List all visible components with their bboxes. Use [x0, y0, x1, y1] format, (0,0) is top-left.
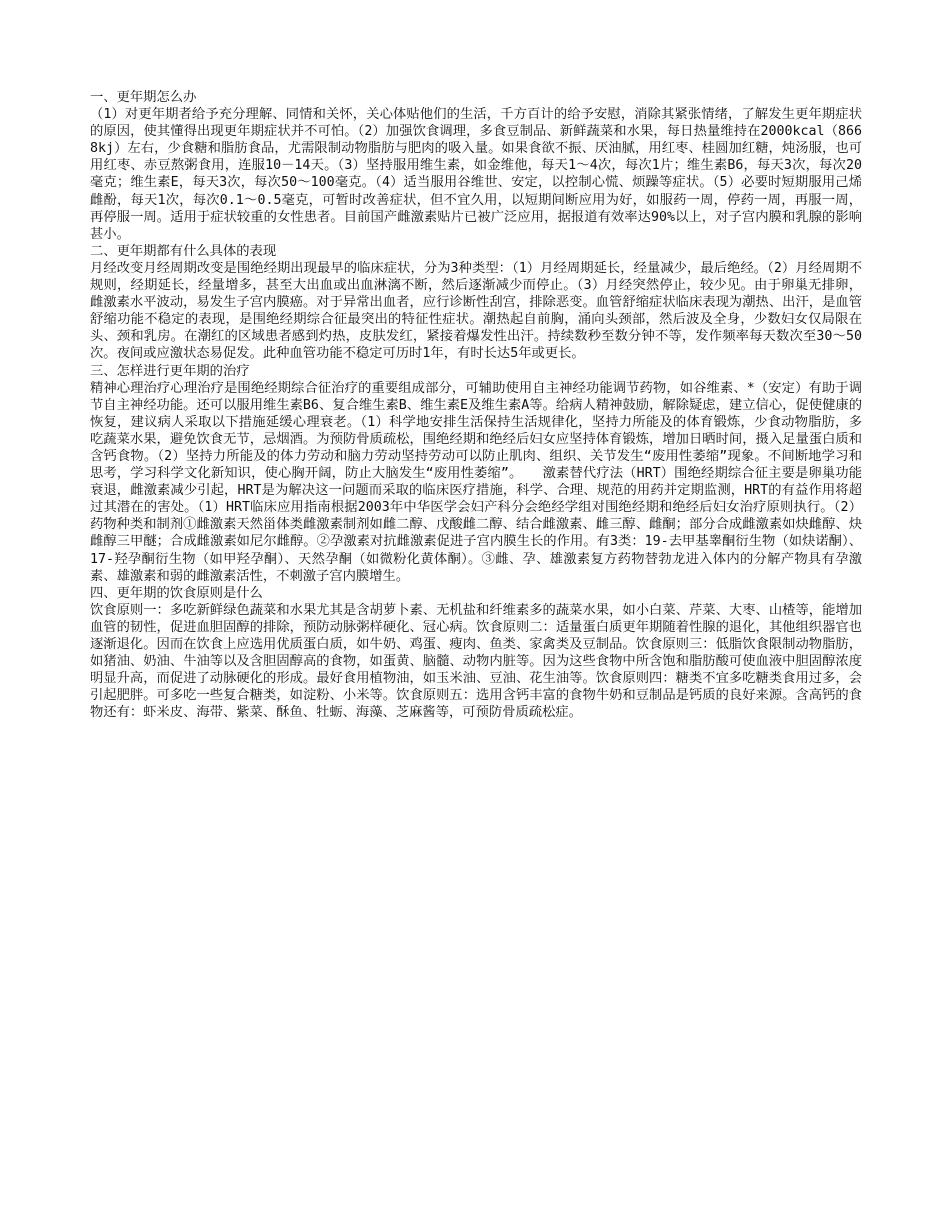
section-paragraph: 饮食原则一：多吃新鲜绿色蔬菜和水果尤其是含胡萝卜素、无机盐和纤维素多的蔬菜水果，如小白菜、芹菜、大枣、山楂等，能增加血管的韧性，促进血胆固醇的排除，预防动脉粥样硬化、冠心病。饮食原则二：适量蛋白质更年期随着性腺的退化，其他组织器官也逐渐退化。因而在饮食上应选用优质蛋白质，如牛奶、鸡蛋、瘦肉、鱼类、家禽类及豆制品。饮食原则三：低脂饮食限制动物脂肪，如猪油、奶油、牛油等以及含胆固醇高的食物，如蛋黄、脑髓、动物内脏等。因为这些食物中所含饱和脂肪酸可使血液中胆固醇浓度明显升高，而促进了动脉硬化的形成。最好食用植物油，如玉米油、豆油、花生油等。饮食原则四：糖类不宜多吃糖类食用过多，会引起肥胖。可多吃一些复合糖类，如淀粉、小米等。饮食原则五：选用含钙丰富的食物牛奶和豆制品是钙质的良好来源。含高钙的食物还有：虾米皮、海带、紫菜、酥鱼、牡蛎、海藻、芝麻酱等，可预防骨质疏松症。	[90, 602, 862, 721]
document-page	[90, 89, 862, 721]
section-paragraph: （1）对更年期者给予充分理解、同情和关怀，关心体贴他们的生活，千方百计的给予安慰，消除其紧张情绪，了解发生更年期症状的原因，使其懂得出现更年期症状并不可怕。（2）加强饮食调理，多食豆制品、新鲜蔬菜和水果，每日热量维持在2000kcal（8668kj）左右，少食糖和脂肪食品，尤需限制动物脂肪与肥肉的吸入量。如果食欲不振、厌油腻，用红枣、桂圆加红糖，炖汤服，也可用红枣、赤豆熬粥食用，连服10－14天。（3）坚持服用维生素，如金维他，每天1～4次，每次1片；维生素B6，每天3次，每次20毫克；维生素E，每天3次，每次50～100毫克。（4）适当服用谷维世、安定，以控制心慌、烦躁等症状。（5）必要时短期服用己烯雌酚，每天1次，每次0.1～0.5毫克，可暂时改善症状，但不宜久用，以短期间断应用为好，如服药一周，停药一周，再服一周，再停服一周。适用于症状较重的女性患者。目前国产雌激素贴片已被广泛应用，据报道有效率达90%以上，对子宫内膜和乳腺的影响甚小。	[90, 107, 862, 242]
section-1	[90, 89, 862, 243]
section-3	[90, 363, 862, 585]
section-paragraph: 精神心理治疗心理治疗是围绝经期综合征治疗的重要组成部分，可辅助使用自主神经功能调节药物，如谷维素、*（安定）有助于调节自主神经功能。还可以服用维生素B6、复合维生素B、维生素E及维生素A等。给病人精神鼓励，解除疑虑，建立信心，促使健康的恢复，建议病人采取以下措施延缓心理衰老。（1）科学地安排生活保持生活规律化，坚持力所能及的体育锻炼，少食动物脂肪，多吃蔬菜水果，避免饮食无节，忌烟酒。为预防骨质疏松，围绝经期和绝经后妇女应坚持体育锻炼，增加日晒时间，摄入足量蛋白质和含钙食物。（2）坚持力所能及的体力劳动和脑力劳动坚持劳动可以防止肌肉、组织、关节发生“废用性萎缩”现象。不间断地学习和思考，学习科学文化新知识，使心胸开阔，防止大脑发生“废用性萎缩”。 激素替代疗法（HRT）围绝经期综合征主要是卵巢功能衰退，雌激素减少引起，HRT是为解决这一问题而采取的临床医疗措施，科学、合理、规范的用药并定期监测，HRT的有益作用将超过其潜在的害处。（1）HRT临床应用指南根据2003年中华医学会妇产科分会绝经学组对围绝经期和绝经后妇女治疗原则执行。（2）药物种类和制剂①雌激素天然甾体类雌激素制剂如雌二醇、戊酸雌二醇、结合雌激素、雌三醇、雌酮；部分合成雌激素如炔雌醇、炔雌醇三甲醚；合成雌激素如尼尔雌醇。②孕激素对抗雌激素促进子宫内膜生长的作用。有3类：19-去甲基睾酮衍生物（如炔诺酮）、17-羟孕酮衍生物（如甲羟孕酮）、天然孕酮（如微粉化黄体酮）。③雌、孕、雄激素复方药物替勃龙进入体内的分解产物具有孕激素、雄激素和弱的雌激素活性，不刺激子宫内膜增生。	[90, 380, 862, 584]
section-heading: 一、更年期怎么办	[90, 90, 197, 105]
section-heading: 四、更年期的饮食原则是什么	[90, 585, 263, 601]
section-heading: 二、更年期都有什么具体的表现	[90, 243, 277, 259]
section-4	[90, 585, 862, 722]
section-2	[90, 243, 862, 363]
section-paragraph: 月经改变月经周期改变是围绝经期出现最早的临床症状，分为3种类型：（1）月经周期延长，经量减少，最后绝经。（2）月经周期不规则，经期延长，经量增多，甚至大出血或出血淋漓不断，然后逐渐减少而停止。（3）月经突然停止，较少见。由于卵巢无排卵，雌激素水平波动，易发生子宫内膜癌。对于异常出血者，应行诊断性刮宫，排除恶变。血管舒缩症状临床表现为潮热、出汗，是血管舒缩功能不稳定的表现，是围绝经期综合征最突出的特征性症状。潮热起自前胸，涌向头颈部，然后波及全身，少数妇女仅局限在头、颈和乳房。在潮红的区域患者感到灼热，皮肤发红，紧接着爆发性出汗。持续数秒至数分钟不等，发作频率每天数次至30～50次。夜间或应激状态易促发。此种血管功能不稳定可历时1年，有时长达5年或更长。	[90, 260, 862, 362]
section-heading: 三、怎样进行更年期的治疗	[90, 363, 250, 379]
